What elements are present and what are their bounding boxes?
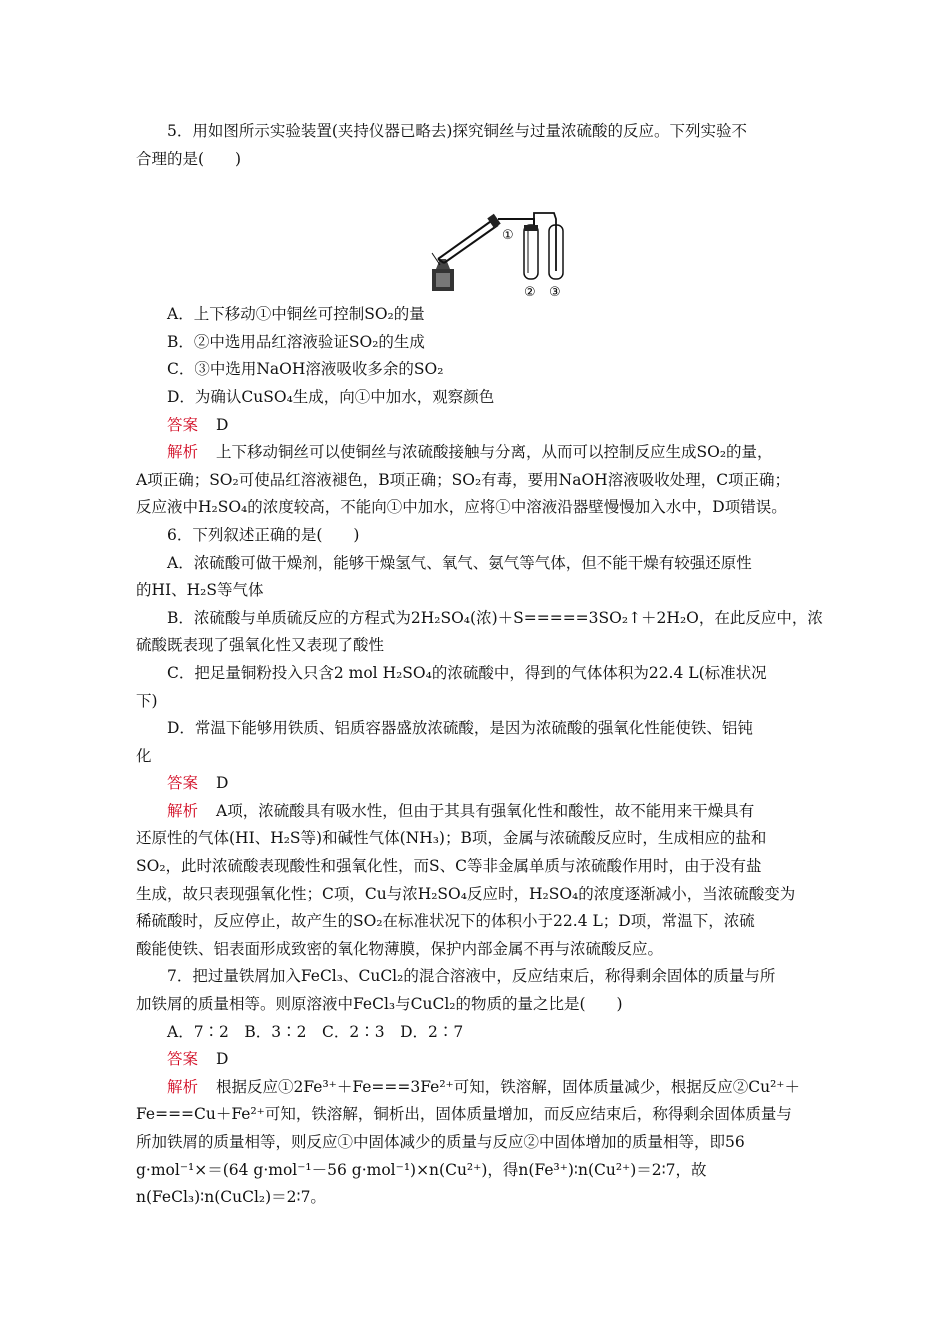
burner-window [436,273,450,287]
q7-analysis-line3: 所加铁屑的质量相等，则反应①中固体减少的质量与反应②中固体增加的质量相等，即56 [136,1133,745,1151]
q5-option-d: D．为确认CuSO₄生成，向①中加水，观察颜色 [167,387,495,406]
tube-2 [524,225,538,279]
analysis-text: 根据反应①2Fe³⁺＋Fe===3Fe²⁺可知，铁溶解，固体质量减少，根据反应②Cu²⁺＋ [216,1077,800,1096]
analysis-label: 解析 [167,801,199,820]
answer-label: 答案 [167,415,199,434]
answer-value: D [216,1050,229,1069]
tube-1-edge [444,225,498,263]
analysis-text: A项，浓硫酸具有吸水性，但由于其具有强氧化性和酸性，故不能用来干燥具有 [216,801,755,820]
q6-option-d-line2: 化 [136,746,152,765]
q7-stem-line2: 加铁屑的质量相等。则原溶液中FeCl₃与CuCl₂的物质的量之比是( ) [136,995,623,1014]
q7-analysis-line5: n(FeCl₃)∶n(CuCl₂)＝2∶7。 [136,1188,326,1207]
q6-stem: 6．下列叙述正确的是( ) [167,525,360,544]
q5-stem-line2: 合理的是( ) [136,149,242,168]
stopper-2 [524,225,538,231]
q6-analysis-line6: 酸能使铁、铝表面形成致密的氧化物薄膜，保护内部金属不再与浓硫酸反应。 [136,939,664,958]
answer-label: 答案 [167,774,199,793]
q7-answer-line [136,1046,816,1074]
answer-value: D [216,774,229,793]
q6-option-b-line2: 硫酸既表现了强氧化性又表现了酸性 [136,636,385,655]
q6-analysis-line5: 稀硫酸时，反应停止，故产生的SO₂在标准状况下的体积小于22.4 L；D项，常温下，浓硫 [136,912,755,931]
q6-option-b-line1: B．浓硫酸与单质硫反应的方程式为2H₂SO₄(浓)＋S=====3SO₂↑＋2H₂O，在此反应中，浓 [167,608,823,627]
q6-analysis-line4: 生成，故只表现强氧化性；C项，Cu与浓H₂SO₄反应时，H₂SO₄的浓度逐渐减小，当浓硫酸变为 [136,884,796,903]
q7-stem-line1: 7．把过量铁屑加入FeCl₃、CuCl₂的混合溶液中，反应结束后，称得剩余固体的质量与所 [167,967,776,986]
q6-option-a-line2: 的HI、H₂S等气体 [136,581,264,600]
q5-stem-line1: 5．用如图所示实验装置(夹持仪器已略去)探究铜丝与过量浓硫酸的反应。下列实验不 [167,122,747,140]
analysis-label: 解析 [167,1077,199,1096]
q5-analysis-line2: A项正确；SO₂可使品红溶液褪色，B项正确；SO₂有毒，要用NaOH溶液吸收处理，C项正确； [136,470,791,489]
q5-analysis-line3: 反应液中H₂SO₄的浓度较高，不能向①中加水，应将①中溶液沿器壁慢慢加入水中，D项错误。 [136,498,787,517]
q5-option-a: A．上下移动①中铜丝可控制SO₂的量 [167,305,425,324]
q6-option-c-line1: C．把足量铜粉投入只含2 mol H₂SO₄的浓硫酸中，得到的气体体积为22.4 L(标准状况 [167,663,767,682]
document-page [136,118,823,1212]
q6-analysis-line2: 还原性的气体(HI、H₂S等)和碱性气体(NH₃)；B项，金属与浓硫酸反应时，生成相应的盐和 [136,829,767,848]
q6-option-d-line1: D．常温下能够用铁质、铝质容器盛放浓硫酸，是因为浓硫酸的强氧化性能使铁、铝钝 [167,719,753,738]
q7-analysis-line4: g·mol⁻¹×＝(64 g·mol⁻¹－56 g·mol⁻¹)×n(Cu²⁺)，得n(Fe³⁺)∶n(Cu²⁺)＝2∶7，故 [136,1160,707,1179]
answer-value: D [216,415,229,434]
label-1: ① [502,228,514,244]
q6-option-a-line1: A．浓硫酸可做干燥剂，能够干燥氢气、氧气、氨气等气体，但不能干燥有较强还原性 [167,553,752,572]
q7-options: A．7∶2 B．3∶2 C．2∶3 D．2∶7 [167,1022,464,1041]
q5-option-b: B．②中选用品红溶液验证SO₂的生成 [167,332,425,351]
q6-analysis-line3: SO₂，此时浓硫酸表现酸性和强氧化性，而S、C等非金属单质与浓硫酸作用时，由于没有盐 [136,857,762,876]
q5-answer-line [136,412,816,440]
q6-option-c-line2: 下) [136,691,158,710]
apparatus-figure [136,173,816,301]
apparatus-diagram [424,179,564,299]
q5-option-c: C．③中选用NaOH溶液吸收多余的SO₂ [167,360,444,379]
stopper-1 [487,214,500,228]
answer-label: 答案 [167,1050,199,1069]
analysis-text: 上下移动铜丝可以使铜丝与浓硫酸接触与分离，从而可以控制反应生成SO₂的量， [216,443,773,462]
q6-answer-line [136,770,816,798]
q6-analysis-line1 [136,798,816,826]
q5-analysis-line1 [136,439,816,467]
label-2: ② [524,285,536,300]
q7-analysis-line1 [136,1074,816,1102]
analysis-label: 解析 [167,443,199,462]
q7-analysis-line2: Fe===Cu＋Fe²⁺可知，铁溶解，铜析出，固体质量增加，而反应结束后，称得剩余固体质量与 [136,1105,792,1124]
label-3: ③ [549,285,561,300]
tube-1-edge [438,219,494,259]
